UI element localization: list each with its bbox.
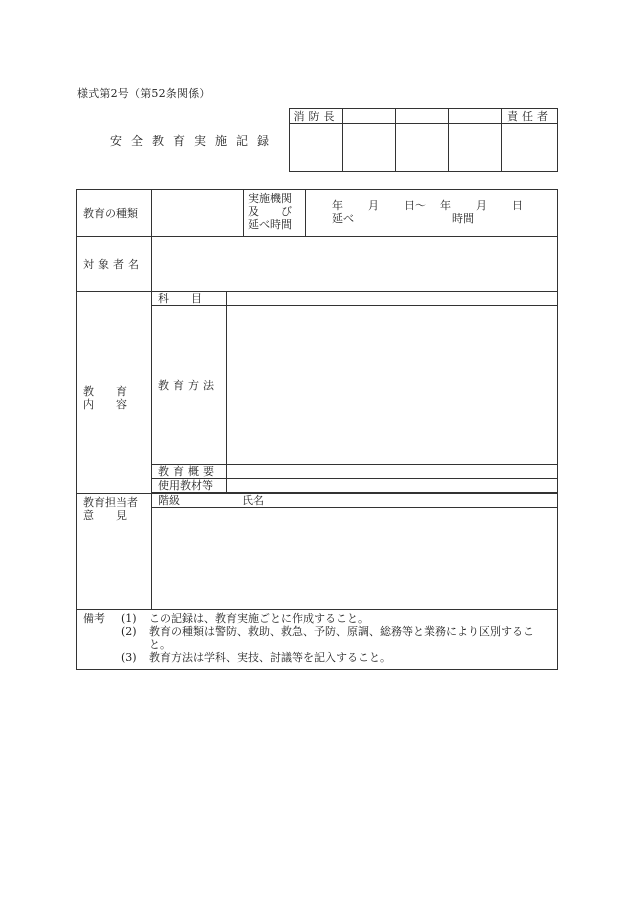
notes-block: [77, 610, 558, 670]
note-num-1: (1): [121, 612, 137, 625]
period-label-line-2: 及 び: [248, 205, 292, 218]
notes-head: 備考: [83, 612, 105, 625]
period-month-1: 月: [368, 199, 379, 212]
approval-chief-label: 消防長: [290, 109, 343, 124]
note-item-3: [83, 651, 551, 664]
instructor-label: [77, 494, 152, 610]
rank-label: 階級: [158, 494, 180, 507]
instructor-label-line-2: 意 見: [83, 509, 127, 522]
note-item-2: [83, 625, 551, 651]
education-type-field[interactable]: [152, 190, 244, 237]
materials-label: 使用教材等: [152, 479, 227, 493]
note-item-1: [83, 612, 551, 625]
instructor-label-line-1: 教育担当者: [83, 496, 138, 509]
target-label: 対象者名: [77, 237, 152, 292]
note-indent-2: [83, 625, 121, 651]
approval-blank-2: [396, 109, 449, 124]
document-title: 安全教育実施記録: [110, 134, 279, 148]
period-total-label: 延べ: [332, 212, 354, 225]
stamp-cell-3[interactable]: [396, 124, 449, 172]
note-text-3: 教育方法は学科、実技、討議等を記入すること。: [149, 651, 391, 664]
content-label-line-2: 内 容: [83, 397, 127, 411]
materials-field[interactable]: [227, 479, 558, 493]
approval-blank-3: [449, 109, 502, 124]
subject-field[interactable]: [227, 292, 558, 306]
content-label: [77, 292, 152, 494]
approval-responsible-label: 責任者: [502, 109, 558, 124]
method-field[interactable]: [227, 306, 558, 465]
stamp-cell-responsible[interactable]: [502, 124, 558, 172]
opinion-field[interactable]: [152, 508, 558, 610]
summary-field[interactable]: [227, 465, 558, 479]
note-text-1: この記録は、教育実施ごとに作成すること。: [149, 612, 369, 625]
period-day-2: 日: [512, 199, 523, 212]
education-type-label: 教育の種類: [77, 190, 152, 237]
approval-table: [289, 108, 558, 172]
note-indent-3: [83, 651, 121, 664]
period-month-2: 月: [476, 199, 487, 212]
period-dates: [332, 199, 531, 212]
period-field[interactable]: [306, 190, 558, 237]
content-label-line-1: 教 育: [83, 384, 127, 398]
subject-label: 科 目: [152, 292, 227, 306]
approval-blank-1: [343, 109, 396, 124]
period-label-line-1: 実施機関: [248, 192, 292, 205]
target-field[interactable]: [152, 237, 558, 292]
note-num-2: (2): [121, 625, 137, 638]
period-hours-label: 時間: [452, 212, 474, 225]
method-label: 教育方法: [152, 306, 227, 465]
period-label: [244, 190, 306, 237]
summary-label: 教育概要: [152, 465, 227, 479]
stamp-cell-4[interactable]: [449, 124, 502, 172]
form-number: 様式第2号（第52条関係）: [77, 87, 211, 100]
period-total: [332, 212, 531, 225]
record-table: [76, 189, 558, 670]
stamp-cell-chief[interactable]: [290, 124, 343, 172]
instructor-identity[interactable]: [152, 494, 558, 508]
note-num-3: (3): [121, 651, 137, 664]
period-label-line-3: 延べ時間: [248, 218, 292, 231]
stamp-cell-2[interactable]: [343, 124, 396, 172]
name-label: 氏名: [242, 494, 264, 507]
period-year-2: 年: [440, 199, 451, 212]
period-year-1: 年: [332, 199, 343, 212]
note-text-2: 教育の種類は警防、救助、救急、予防、原調、総務等と業務により区別すること。: [149, 625, 534, 651]
period-day-1: 日〜: [404, 199, 426, 212]
